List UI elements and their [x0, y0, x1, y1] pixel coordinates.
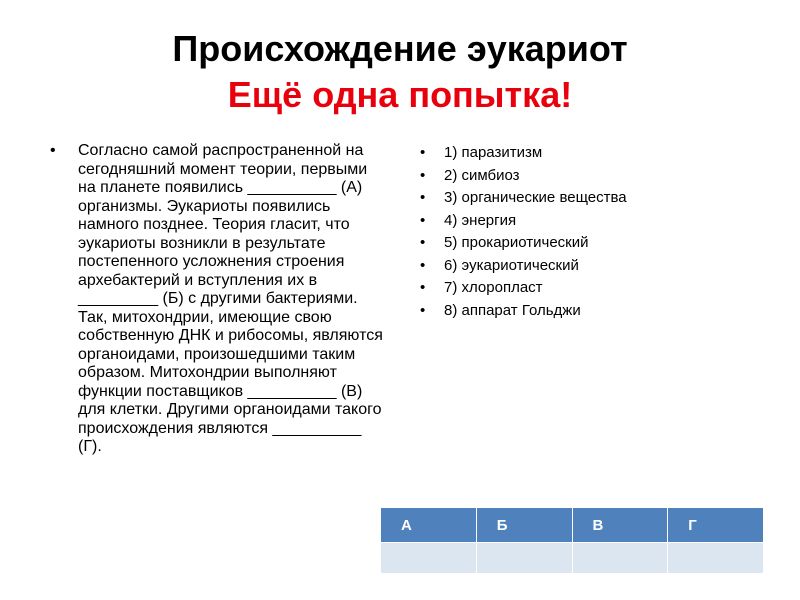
title-main: Происхождение эукариот — [172, 28, 628, 69]
bullet-icon: • — [420, 279, 426, 296]
option-label: 7) хлоропласт — [444, 279, 543, 296]
option-label: 2) симбиоз — [444, 166, 520, 184]
title-subtitle: Ещё одна попытка! — [227, 74, 573, 115]
options-list — [420, 142, 780, 322]
bullet-icon: • — [420, 256, 426, 274]
answer-cell-b[interactable] — [476, 543, 572, 574]
answer-header-b: Б — [476, 508, 572, 543]
bullet-icon: • — [420, 166, 426, 184]
option-label: 4) энергия — [444, 211, 517, 229]
answer-header-a: А — [381, 508, 477, 543]
bullet-icon: • — [420, 234, 426, 251]
question-text-list — [50, 142, 385, 457]
answer-header-v: В — [572, 508, 668, 543]
option-item — [420, 142, 780, 165]
answer-cell-v[interactable] — [572, 543, 668, 574]
question-text — [50, 142, 385, 457]
option-label: 5) прокариотический — [444, 234, 589, 251]
bullet-icon: • — [420, 301, 426, 319]
bullet-icon: • — [420, 144, 426, 161]
slide-title — [0, 26, 800, 118]
answer-cell-a[interactable] — [381, 543, 477, 574]
option-label: 6) эукариотический — [444, 256, 579, 274]
answer-table-header-row — [381, 508, 764, 543]
bullet-icon: • — [50, 142, 56, 159]
answer-header-g: Г — [668, 508, 764, 543]
option-item — [420, 300, 780, 323]
answer-table-row — [381, 543, 764, 574]
option-label: 1) паразитизм — [444, 144, 543, 161]
bullet-icon: • — [420, 211, 426, 229]
answer-table — [380, 507, 764, 574]
answer-cell-g[interactable] — [668, 543, 764, 574]
option-item — [420, 210, 780, 233]
bullet-icon: • — [420, 189, 426, 206]
option-item — [420, 255, 780, 278]
option-label: 3) органические вещества — [444, 189, 627, 206]
question-paragraph: Согласно самой распространенной на сегодняшний момент теории, первыми на планете появились __________ (А) организмы. Эукариоты появились намного позднее. Теория гласит, что эукариоты возникли в результате постепенного усложнения строения архебактерий и вступления их в _________ (Б) с другими бактериями. Так, митохондрии, имеющие свою собственную ДНК и рибосомы, являются органоидами, произошедшими таким образом. Митохондрии выполняют функции поставщиков __________ (В) для клетки. Другими органоидами такого происхождения являются __________ (Г). — [78, 142, 383, 455]
option-label: 8) аппарат Гольджи — [444, 301, 581, 319]
option-item — [420, 277, 780, 300]
option-item — [420, 165, 780, 188]
option-item — [420, 232, 780, 255]
option-item — [420, 187, 780, 210]
